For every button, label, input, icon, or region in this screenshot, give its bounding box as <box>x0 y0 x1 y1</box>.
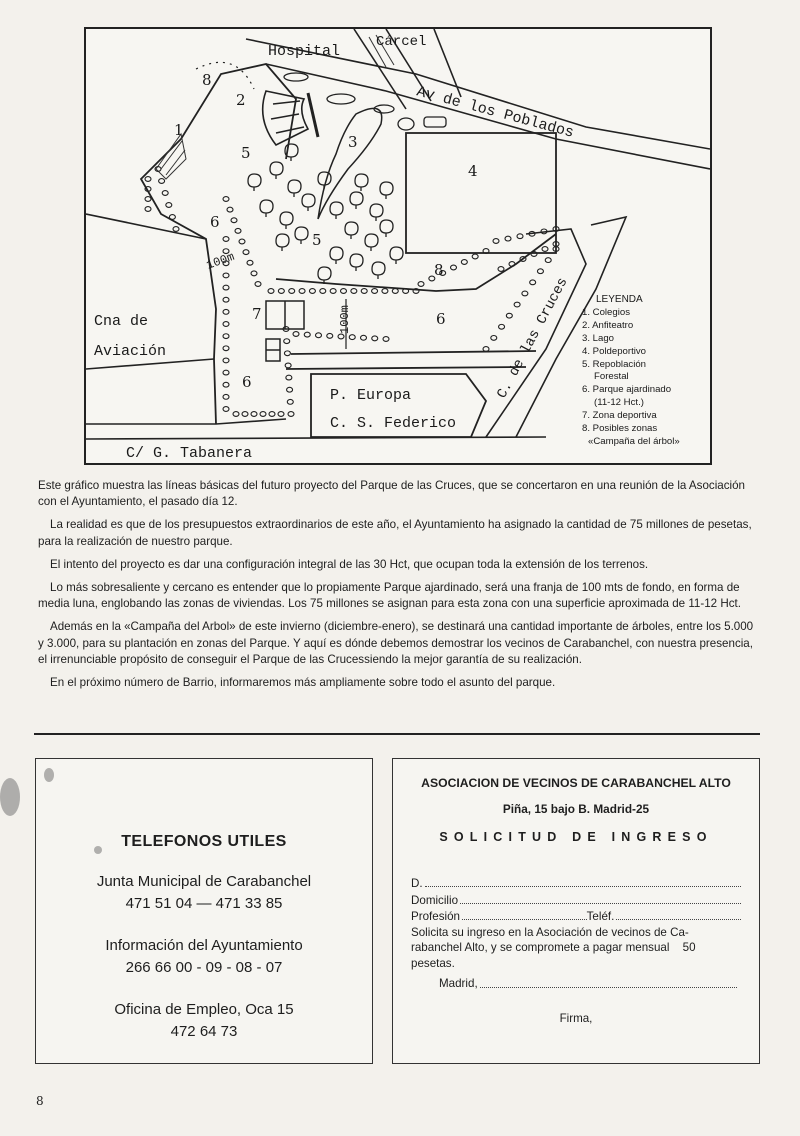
tree-icon <box>390 247 403 264</box>
tree-icon <box>330 247 343 264</box>
zone-number-6c: 6 <box>242 373 252 391</box>
tree-shape <box>327 94 355 104</box>
tree-shape <box>398 118 414 130</box>
park-dot <box>382 289 388 294</box>
park-dot <box>278 289 284 294</box>
park-outline-inner-road <box>291 351 536 354</box>
tree-icon <box>318 172 331 189</box>
scan-smudge <box>44 768 54 782</box>
label-tabanera: C/ G. Tabanera <box>126 445 253 462</box>
page-number: 8 <box>36 1094 44 1108</box>
field-address-blank[interactable] <box>460 892 741 904</box>
park-dot <box>349 335 355 340</box>
park-dot <box>223 394 229 399</box>
park-dot <box>542 247 548 252</box>
park-dot <box>223 197 229 202</box>
useful-phones-box <box>35 758 373 1064</box>
legend-item: 7. Zona deportiva <box>582 410 657 422</box>
zone-number-4: 4 <box>468 162 478 180</box>
tree-icon <box>345 222 358 239</box>
park-dot <box>223 237 229 242</box>
tree-icon <box>248 174 261 191</box>
scan-smudge <box>94 846 102 854</box>
phone-entry-name: Información del Ayuntamiento <box>105 937 303 954</box>
tree-icon <box>295 227 308 244</box>
tree-icon <box>302 194 315 211</box>
phone-entry <box>36 871 372 915</box>
field-profession-label: Profesión <box>411 910 460 924</box>
phone-entry-name: Junta Municipal de Carabanchel <box>96 873 312 890</box>
label-100m-vertical: 100m <box>338 305 352 334</box>
park-dot <box>233 412 239 417</box>
park-dot <box>351 289 357 294</box>
zone-number-6b: 6 <box>436 310 446 328</box>
park-dot <box>304 332 310 337</box>
park-dot <box>522 291 528 296</box>
park-dot <box>223 297 229 302</box>
tree-icon <box>318 267 331 284</box>
park-map <box>84 27 712 465</box>
zone-number-7: 7 <box>252 305 262 323</box>
park-dot <box>223 358 229 363</box>
field-phone-label: Teléf. <box>586 910 615 924</box>
label-100m: 100m <box>204 249 237 273</box>
legend-item: 3. Lago <box>582 332 615 344</box>
tree-icon <box>372 262 385 279</box>
park-dot <box>239 239 245 244</box>
park-dot <box>330 289 336 294</box>
tree-shape <box>284 73 308 81</box>
field-name-label: D. <box>411 877 423 890</box>
label-cruces: C. de las Cruces <box>494 275 572 402</box>
article-paragraph: Lo más sobresaliente y cercano es entender que lo propiamente Parque ajardinado, será una franja de 100 mts de fondo, en forma de media luna, englobando las zonas de viviendas. Los 75 millones se asignan para esta zona con una superficie aproximada de 11-12 Hct. <box>38 581 741 611</box>
park-dot <box>392 289 398 294</box>
map-legend <box>582 294 712 449</box>
bench-shape <box>424 117 446 127</box>
park-dot <box>309 289 315 294</box>
legend-item: Forestal <box>594 371 629 383</box>
article-paragraph: El intento del proyecto es dar una configuración integral de las 30 Hct, que ocupan toda la extensión de los terrenos. <box>50 557 649 571</box>
park-dot <box>341 289 347 294</box>
road-cna-aviacion-south <box>86 359 214 369</box>
park-dot <box>286 375 292 380</box>
park-dot <box>545 258 551 263</box>
tree-icon <box>288 180 301 197</box>
legend-item: «Campaña del árbol» <box>588 435 680 447</box>
park-dot <box>361 289 367 294</box>
road-carcel-east2 <box>434 29 461 97</box>
zone-number-8b: 8 <box>434 261 444 279</box>
park-dot <box>287 387 293 392</box>
park-dot <box>383 337 389 342</box>
article-paragraph: Además en la «Campaña del Arbol» de este invierno (diciembre-enero), se destinará una cantidad importante de árboles, entre los 5.000 y 3.000, para su plantación en zonas del Parque. Y aquí es dónde debemos demostrar los vecinos de Carabanchel, con nuestra presencia, el irrenunciable propósito de conseguir el Parque de las Crucessiendo la mejor garantía de su realización. <box>38 620 754 666</box>
phone-entry-number: 471 51 04 — 471 33 85 <box>125 895 283 912</box>
request-line-text: rabanchel Alto, y se compromete a pagar mensual <box>411 941 670 955</box>
park-dot <box>451 265 457 270</box>
tree-icon <box>260 200 273 217</box>
road-tabanera-north <box>86 419 286 424</box>
park-dot <box>537 269 543 274</box>
park-dot <box>223 285 229 290</box>
legend-item: 6. Parque ajardinado <box>582 384 672 396</box>
request-line: Solicita su ingreso en la Asociación de vecinos de Ca- <box>411 925 689 939</box>
park-dot <box>145 197 151 202</box>
zone-number-2: 2 <box>236 91 246 109</box>
park-outline-west <box>141 139 216 424</box>
request-line: pesetas. <box>411 956 455 970</box>
article-paragraph: Este gráfico muestra las líneas básicas del futuro proyecto del Parque de las Cruces, que se concertaron en una reunión de la Asociación con el Ayuntamiento, el pasado día 12. <box>38 479 745 509</box>
article-paragraph: En el próximo número de Barrio, informaremos más ampliamente sobre todo el asunto del parque. <box>50 676 556 690</box>
label-hospital: Hospital <box>268 43 341 60</box>
field-profession-line[interactable] <box>411 908 741 925</box>
article-paragraph: La realidad es que de los presupuestos extraordinarios de este año, el Ayuntamiento ha asignado la cantidad de 75 millones de pesetas, para la realización de nuestro parque. <box>38 518 752 548</box>
park-dot <box>499 324 505 329</box>
park-dot <box>247 260 253 265</box>
park-dot <box>327 333 333 338</box>
field-phone-blank[interactable] <box>616 908 741 920</box>
park-dot <box>223 273 229 278</box>
park-dot <box>483 347 489 352</box>
road-cna-aviacion-north <box>86 214 206 239</box>
park-dot <box>242 412 248 417</box>
legend-item: 1. Colegios <box>582 306 630 318</box>
label-cna-aviacion-2: Aviación <box>94 343 167 360</box>
tree-icon <box>280 212 293 229</box>
label-cna-aviacion-1: Cna de <box>94 313 149 330</box>
phone-entry-name: Oficina de Empleo, Oca 15 <box>114 1001 294 1018</box>
park-dot <box>493 239 499 244</box>
phone-entry <box>36 935 372 979</box>
park-dot <box>251 412 257 417</box>
park-dot <box>251 271 257 276</box>
park-dot <box>361 335 367 340</box>
polideportivo-block <box>406 133 556 253</box>
park-dot <box>491 335 497 340</box>
park-dot <box>289 289 295 294</box>
request-line <box>411 940 741 956</box>
legend-item: 8. Posibles zonas <box>582 423 658 435</box>
label-federico: C. S. Federico <box>330 415 457 432</box>
membership-form-box <box>392 758 760 1064</box>
tree-icon <box>276 234 289 251</box>
zone-number-8a: 8 <box>202 71 212 89</box>
park-dot <box>231 218 237 223</box>
phone-entry-number: 266 66 00 - 09 - 08 - 07 <box>125 959 283 976</box>
park-dot <box>268 289 274 294</box>
tree-icon <box>380 220 393 237</box>
park-dot <box>320 289 326 294</box>
park-dot <box>223 370 229 375</box>
park-dot <box>284 339 290 344</box>
phone-entry <box>36 999 372 1043</box>
field-address-line[interactable] <box>411 892 741 909</box>
tree-icon <box>270 162 283 179</box>
park-dot <box>260 412 266 417</box>
park-dot <box>284 351 290 356</box>
scan-smudge <box>0 778 20 816</box>
park-dot <box>169 215 175 220</box>
park-dot <box>299 289 305 294</box>
park-dot <box>243 250 249 255</box>
park-dot <box>293 332 299 337</box>
tree-icon <box>330 202 343 219</box>
park-dot <box>235 228 241 233</box>
park-dot <box>223 322 229 327</box>
field-name-line[interactable] <box>411 875 741 892</box>
park-dot <box>514 302 520 307</box>
forest-trees <box>248 144 403 284</box>
place-label: Madrid, <box>439 976 478 990</box>
form-fields <box>411 875 741 1027</box>
lago-shape <box>318 108 382 219</box>
park-dot <box>223 382 229 387</box>
tree-icon <box>380 182 393 199</box>
park-dot <box>506 313 512 318</box>
signature-label[interactable]: Firma, <box>559 1012 593 1026</box>
park-dot <box>223 334 229 339</box>
field-address-label: Domicilio <box>411 893 459 907</box>
park-dot <box>316 333 322 338</box>
tree-icon <box>350 254 363 271</box>
article-text <box>38 478 760 698</box>
label-av-poblados: Av de los Poblados <box>414 83 576 142</box>
park-dot <box>145 207 151 212</box>
park-dot <box>288 412 294 417</box>
park-dot <box>285 363 291 368</box>
park-outline-inner-road-2 <box>286 367 526 369</box>
park-dot <box>227 207 233 212</box>
park-outline-northwest <box>181 64 296 159</box>
association-name: ASOCIACION DE VECINOS DE CARABANCHEL ALTO <box>421 776 731 790</box>
legend-item: 2. Anfiteatro <box>582 319 634 331</box>
park-dot <box>145 177 151 182</box>
label-carcel: Cárcel <box>376 34 427 50</box>
legend-title: LEYENDA <box>596 294 643 305</box>
legend-item: 4. Poldeportivo <box>582 345 646 357</box>
legend-item: (11-12 Hct.) <box>594 397 644 409</box>
legend-item: 5. Repoblación <box>582 358 647 370</box>
park-dot <box>498 267 504 272</box>
park-dot <box>173 227 179 232</box>
place-date-line[interactable] <box>439 976 741 992</box>
park-dot <box>166 203 172 208</box>
date-blank[interactable] <box>480 976 737 988</box>
park-dot <box>162 191 168 196</box>
tree-icon <box>370 204 383 221</box>
park-dot <box>159 179 165 184</box>
park-dot <box>461 260 467 265</box>
association-address: Piña, 15 bajo B. Madrid-25 <box>502 802 650 816</box>
park-dot <box>223 309 229 314</box>
park-dot <box>505 236 511 241</box>
zone-number-1: 1 <box>174 121 184 139</box>
zone-number-5b: 5 <box>312 231 322 249</box>
field-profession-blank[interactable] <box>462 908 587 920</box>
park-dot <box>418 282 424 287</box>
park-dot <box>372 336 378 341</box>
label-europa: P. Europa <box>330 387 412 404</box>
zone-number-6a: 6 <box>210 213 220 231</box>
park-dot <box>255 282 261 287</box>
form-heading: SOLICITUD DE INGRESO <box>439 830 713 844</box>
park-dot <box>269 412 275 417</box>
section-divider <box>34 733 760 735</box>
phones-title: TELEFONOS UTILES <box>121 833 287 850</box>
park-dot <box>372 289 378 294</box>
park-dot <box>472 254 478 259</box>
park-dot <box>278 412 284 417</box>
request-amount: 50 <box>682 941 696 955</box>
field-name-blank[interactable] <box>425 875 741 887</box>
zone-number-3: 3 <box>348 133 358 151</box>
tree-icon <box>365 234 378 251</box>
tree-icon <box>355 174 368 191</box>
zone-number-5a: 5 <box>241 144 251 162</box>
phone-entry-number: 472 64 73 <box>170 1023 238 1040</box>
park-dot <box>517 234 523 239</box>
park-dot <box>287 399 293 404</box>
park-dot <box>223 346 229 351</box>
park-dot <box>530 280 536 285</box>
tree-icon <box>350 192 363 209</box>
park-dot <box>223 407 229 412</box>
